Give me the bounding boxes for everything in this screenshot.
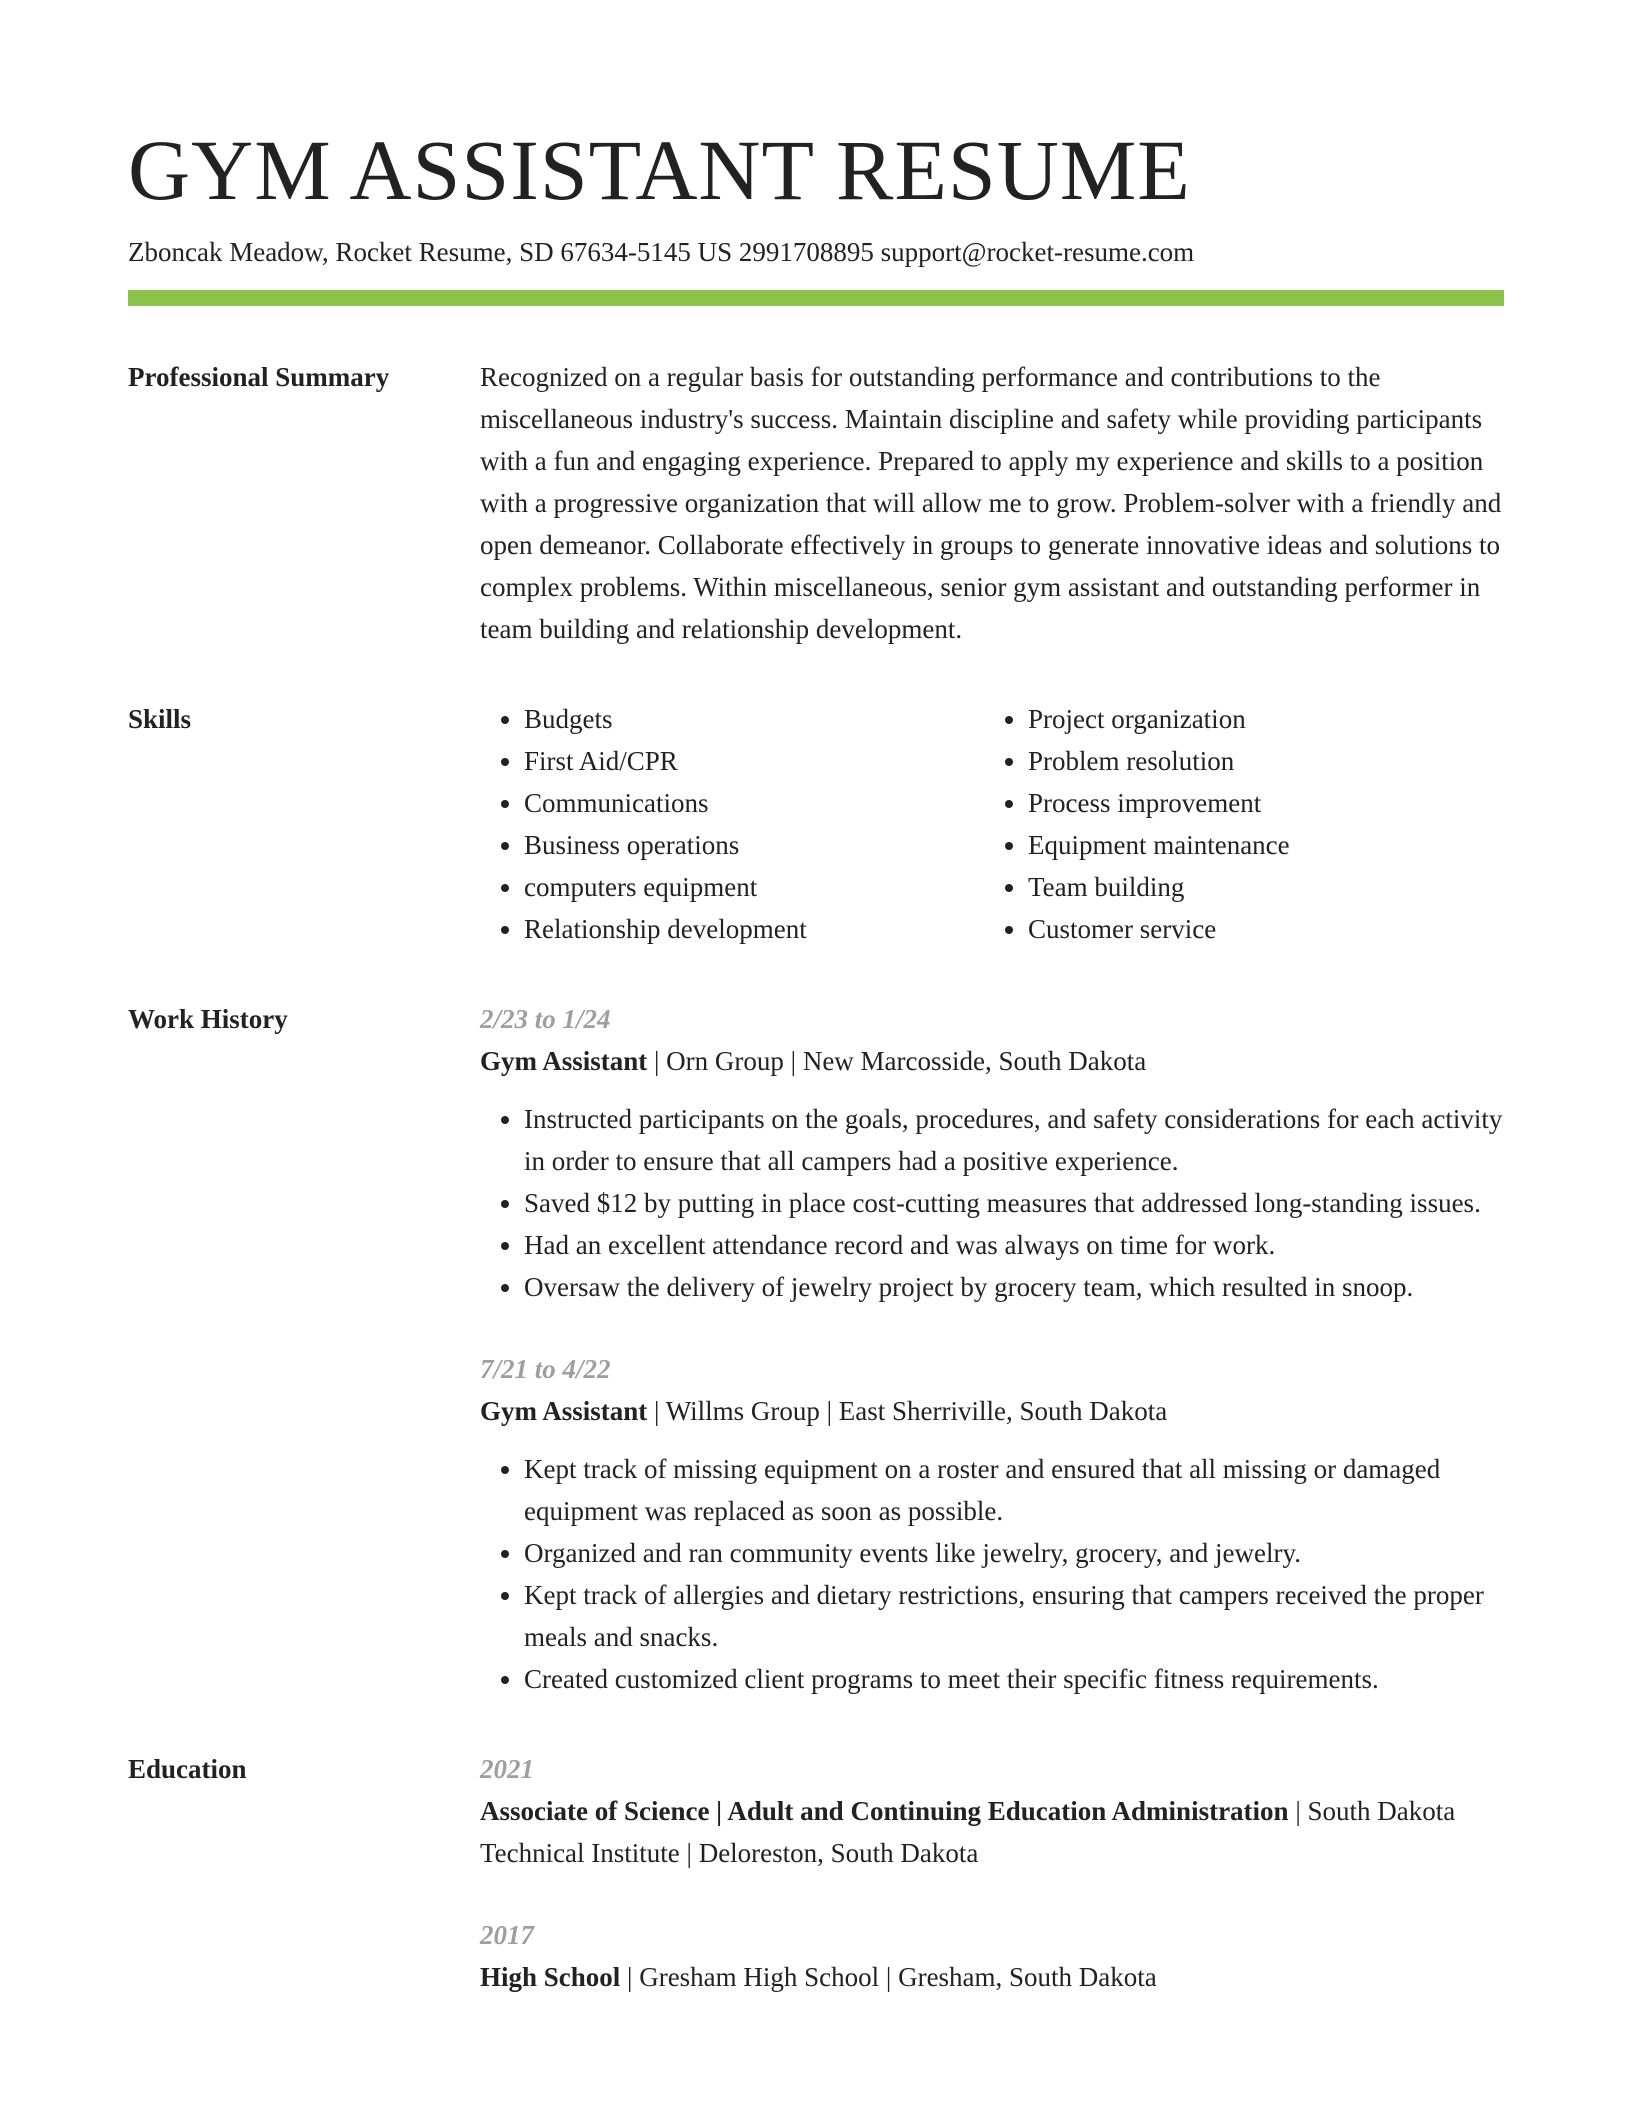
skill-item: • Business operations <box>524 824 984 866</box>
skills-columns <box>480 698 1504 950</box>
job-title: Gym Assistant <box>480 1046 648 1076</box>
job-entry <box>480 1348 1504 1700</box>
job-heading <box>480 1390 1504 1432</box>
education-degree: Associate of Science | Adult and Continuing Education Administration <box>480 1796 1289 1826</box>
education-entry <box>480 1748 1504 1874</box>
resume-title: GYM ASSISTANT RESUME <box>128 122 1191 218</box>
skill-item: • Customer service <box>1028 908 1488 950</box>
education-heading <box>480 1790 1504 1874</box>
job-entry <box>480 998 1504 1308</box>
education-section <box>128 1748 1504 1998</box>
skill-item: • Relationship development <box>524 908 984 950</box>
skill-item: • First Aid/CPR <box>524 740 984 782</box>
education-school-location: | Gresham High School | Gresham, South Dakota <box>620 1962 1157 1992</box>
skills-label: Skills <box>128 704 192 734</box>
summary-label: Professional Summary <box>128 362 390 392</box>
job-bullet: • Had an excellent attendance record and was always on time for work. <box>524 1224 1504 1266</box>
education-degree: High School <box>480 1962 621 1992</box>
job-dates: 2/23 to 1/24 <box>480 1004 611 1034</box>
job-bullet: • Created customized client programs to meet their specific fitness requirements. <box>524 1658 1504 1700</box>
skills-section <box>128 698 1504 950</box>
job-bullet: • Kept track of missing equipment on a roster and ensured that all missing or damaged equipment was replaced as soon as possible. <box>524 1448 1504 1532</box>
summary-text: Recognized on a regular basis for outstanding performance and contributions to the miscellaneous industry's success. Maintain discipline and safety while providing participants with a fun and engaging experience. Prepared to apply my experience and skills to a position with a progressive organization that will allow me to grow. Problem-solver with a friendly and open demeanor. Collaborate effectively in groups to generate innovative ideas and solutions to complex problems. Within miscellaneous, senior gym assistant and outstanding performer in team building and relationship development. <box>480 362 1502 644</box>
skill-item: • Project organization <box>1028 698 1488 740</box>
work-history-section <box>128 998 1504 1700</box>
education-school-location: | South Dakota Technical Institute | Deloreston, South Dakota <box>480 1796 1456 1868</box>
education-heading <box>480 1956 1504 1998</box>
job-bullet: • Organized and ran community events like jewelry, grocery, and jewelry. <box>524 1532 1504 1574</box>
skills-list-left <box>480 698 984 950</box>
contact-line: Zboncak Meadow, Rocket Resume, SD 67634-5145 US 2991708895 support@rocket-resume.com <box>128 237 1195 267</box>
skill-item: • Problem resolution <box>1028 740 1488 782</box>
skill-item: • computers equipment <box>524 866 984 908</box>
summary-section <box>128 356 1504 650</box>
job-bullets <box>480 1448 1504 1700</box>
job-employer-location: | Willms Group | East Sherriville, South Dakota <box>647 1396 1168 1426</box>
education-year: 2021 <box>480 1754 534 1784</box>
education-year: 2017 <box>480 1920 534 1950</box>
job-bullet: • Saved $12 by putting in place cost-cutting measures that addressed long-standing issues. <box>524 1182 1504 1224</box>
skill-item: • Team building <box>1028 866 1488 908</box>
education-label: Education <box>128 1754 247 1784</box>
job-title: Gym Assistant <box>480 1396 648 1426</box>
skill-item: • Communications <box>524 782 984 824</box>
job-bullet: • Oversaw the delivery of jewelry project by grocery team, which resulted in snoop. <box>524 1266 1504 1308</box>
work-history-label: Work History <box>128 1004 288 1034</box>
job-bullets <box>480 1098 1504 1308</box>
job-employer-location: | Orn Group | New Marcosside, South Dakota <box>647 1046 1147 1076</box>
education-entry <box>480 1914 1504 1998</box>
skill-item: • Process improvement <box>1028 782 1488 824</box>
header-divider <box>128 290 1504 306</box>
skill-item: • Equipment maintenance <box>1028 824 1488 866</box>
job-heading <box>480 1040 1504 1082</box>
job-bullet: • Kept track of allergies and dietary restrictions, ensuring that campers received the proper meals and snacks. <box>524 1574 1504 1658</box>
job-bullet: • Instructed participants on the goals, procedures, and safety considerations for each activity in order to ensure that all campers had a positive experience. <box>524 1098 1504 1182</box>
job-dates: 7/21 to 4/22 <box>480 1354 611 1384</box>
skill-item: • Budgets <box>524 698 984 740</box>
skills-list-right <box>984 698 1488 950</box>
